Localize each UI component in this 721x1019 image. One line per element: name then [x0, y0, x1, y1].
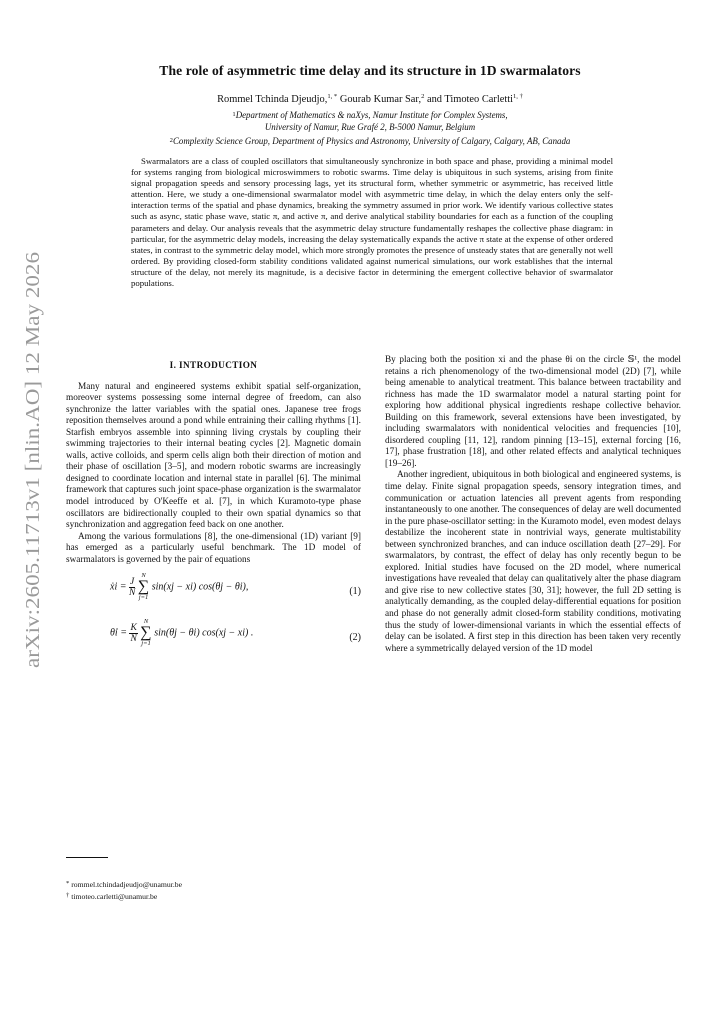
affiliation-line: University of Namur, Rue Grafé 2, B-5000 Namur, Belgium — [264, 121, 476, 132]
fraction-numerator: J — [130, 576, 135, 587]
body-paragraph: Another ingredient, ubiquitous in both biological and engineered systems, is time delay. Finite signal propagation speeds, sensory integration times, and communication or actuation latencies all prevent agents from responding instantaneously to one another. The consequences of delay are well documented in the pure phase-oscillator setting: in the Kuramoto model, even modest delays destabilize the incoherent state in nontrivial ways, generate multistability between synchronized branches, and can induce oscillation death [27–29]. For swarmalators, by contrast, the effect of delay has only recently begun to be explored. Initial studies have focused on the 2D model, where numerical investigations have revealed that delay can qualitatively alter the phase diagram and give rise to new collective states [30, 31]; however, the full 2D setting is analytically demanding, as the coupled delay-differential equations for position and phase do not generally admit closed-form stability conditions, motivating thus the study of lower-dimensional variants in which the essential effects of delay can be isolated. A first step in this direction has been taken very recently where a symmetrically delayed version of the 1D model — [385, 470, 681, 654]
fraction-numerator: K — [130, 622, 137, 633]
equation-lhs: ẋi = — [110, 581, 127, 593]
footnote-email[interactable]: timoteo.carletti@unamur.be — [71, 892, 158, 901]
summation-lower: j=1 — [141, 640, 151, 648]
footnote-1 — [66, 880, 182, 890]
author-list — [60, 94, 680, 105]
equation-number: (2) — [349, 632, 361, 644]
right-column — [385, 355, 681, 655]
affiliation-line: Complexity Science Group, Department of Physics and Astronomy, University of Calgary, Calgary, AB, Canada — [172, 136, 571, 146]
author-name: Gourab Kumar Sar, — [339, 94, 422, 105]
equation-rhs: sin(xj − xi) cos(θj − θi), — [151, 581, 249, 593]
equation-body — [110, 618, 253, 648]
summation-sign: N ∑ j=1 — [137, 572, 150, 602]
fraction-denominator: N — [130, 633, 137, 644]
author-name: and Timoteo Carletti — [426, 94, 513, 105]
body-paragraph: Many natural and engineered systems exhibit spatial self-organization, moreover systems possessing some internal degree of freedom, can also synchronize the latter variables with the spatial ones. Japanese tree frogs reposition themselves around a pond while entraining their calling rhythms [1]. Starfish embryos assemble into spinning living crystals by coupling their swimming trajectories to their internal beating cycles [2]. Magnetic domain walls, active colloids, and sperm cells align both their direction of motion and their phase of oscillation [3–5], and modern robotic swarms are increasingly designed to coordinate location and internal state in parallel [6]. The minimal framework that captures such joint space-phase organization is the swarmalator model introduced by O'Keeffe et al. [7], in which Kuramoto-type phase oscillators are bidirectionally coupled to their own spatial dynamics so that synchronization and aggregation feed back on one another. — [66, 381, 361, 531]
summation-upper: N — [143, 618, 149, 626]
paper-title: The role of asymmetric time delay and its structure in 1D swarmalators — [159, 63, 581, 78]
affiliation-1 — [60, 110, 680, 133]
equation-rhs: sin(θj − θi) cos(xj − xi) . — [154, 627, 254, 639]
section-heading: I. INTRODUCTION — [169, 360, 258, 370]
equation-number: (1) — [349, 586, 361, 598]
equation-body — [110, 572, 248, 602]
affiliation-mark: 1 — [232, 111, 236, 118]
body-paragraph: Among the various formulations [8], the one-dimensional (1D) variant [9] has emerged as a particularly useful benchmark. The 1D model of swarmalators is governed by the pair of equations — [66, 531, 361, 565]
author-marks: 1, † — [512, 93, 523, 100]
author-marks: 2 — [421, 93, 425, 100]
left-column — [66, 360, 361, 658]
equation-lhs: θ̇i = — [110, 627, 127, 639]
fraction-denominator: N — [128, 587, 136, 598]
summation-lower: j=1 — [138, 594, 149, 602]
affiliation-mark: 2 — [169, 137, 173, 144]
footnote-email[interactable]: rommel.tchindadjeudjo@unamur.be — [71, 880, 183, 889]
equation-2 — [66, 618, 361, 658]
footnote-2 — [66, 892, 157, 902]
author-name: Rommel Tchinda Djeudjo, — [217, 94, 328, 105]
arxiv-identifier — [8, 250, 50, 670]
summation-sign: N ∑ j=1 — [140, 618, 152, 648]
equation-fraction — [129, 623, 137, 644]
affiliation-line: Department of Mathematics & naXys, Namur Institute for Complex Systems, — [235, 110, 508, 120]
summation-upper: N — [141, 572, 146, 580]
footnote-mark: * — [66, 880, 70, 887]
body-paragraph: By placing both the position xi and the phase θi on the circle 𝕊¹, the model retains a rich phenomenology of the two-dimensional model (2D) [7], while being amenable to analytical treatment. This balance between tractability and richness has made the 1D swarmalator model a natural starting point for exploring how additional physical ingredients reshape collective behavior. Building on this framework, several extensions have been investigated, by including swarmalators with nonidentical velocities and frequencies [10], disordered coupling [11, 12], random pinning [13–15], external forcing [16, 17], phase frustration [18], and other related effects and analytical techniques [19–26]. — [385, 355, 681, 469]
arxiv-identifier-svg — [8, 250, 50, 670]
author-marks: 1, * — [327, 93, 338, 100]
equation-fraction — [129, 577, 135, 598]
arxiv-identifier-text: arXiv:2605.11713v1 [nlin.AO] 12 May 2026 — [22, 298, 44, 668]
abstract: Swarmalators are a class of coupled oscillators that simultaneously synchronize in both space and phase, providing a minimal model for systems ranging from biological microswimmers to robotic swarms. Time delay is ubiquitous in such systems, arising from finite signal propagation speeds and sensory processing lags, yet its structural form, whether symmetric or asymmetric, has received little attention. Here, we study a one-dimensional swarmalator model with asymmetric time delay, in which the delay enters only the self-interaction terms of the spatial and phase dynamics, breaking the symmetry assumed in prior work. We identify various collective states such as async, static phase wave, static π, and active π, and derive analytical stability boundaries for each as a function of the coupling parameters and delay. Our analysis reveals that the asymmetric delay structure fundamentally reshapes the collective phase diagram: in particular, for the asymmetric delay models, increasing the delay systematically expands the active π state at the expense of other ordered states, in contrast to the symmetric delay model, which more strongly promotes the presence of unsteady states that are generally not well ordered. By providing closed-form stability conditions validated against numerical simulations, our work establishes that the internal structure of the delay, not merely its magnitude, is a decisive factor in determining the emergent collective behavior of swarmalator populations. — [131, 156, 613, 289]
footnote-rule — [66, 857, 108, 858]
footnote-mark: † — [66, 892, 70, 899]
affiliation-2 — [60, 136, 680, 148]
equation-1 — [66, 572, 361, 612]
